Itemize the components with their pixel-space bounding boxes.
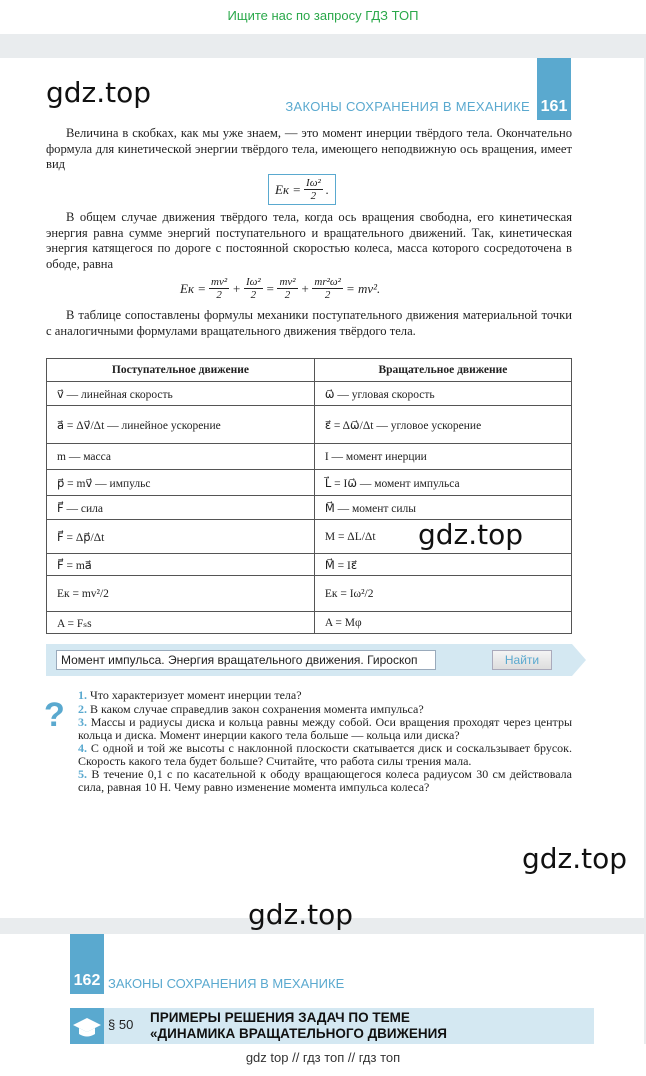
search-panel-arrow — [572, 644, 586, 676]
question-mark-icon: ? — [44, 696, 65, 734]
question-text: В течение 0,1 с по касательной к ободу вращающегося колеса радиусом 30 см действовала сила, равная 10 Н. Чему равно изменение момента импульса колеса? — [78, 767, 572, 794]
fraction-den: 2 — [250, 289, 257, 301]
paragraph-2: В общем случае движения твёрдого тела, когда ось вращения свободна, его кинетическая энергия равна сумме энергий поступательного и вращательного движений. Так, кинетическая энергия катящегося по дороге с постоянной скоростью колеса, масса которого сосредоточена в ободе, равна — [46, 210, 572, 271]
section-number: § 50 — [108, 1017, 134, 1032]
paragraph-1: Величина в скобках, как мы уже знаем, — это момент инерции твёрдого тела. Окончательно формула для кинетической энергии твёрдого тела, имеющего неподвижную ось вращения, имеет вид — [46, 126, 572, 171]
list-item — [78, 742, 572, 767]
table-header-row — [47, 359, 572, 382]
fraction-num: mv² — [279, 276, 296, 288]
table-header: Поступательное движение — [47, 359, 315, 382]
question-number: 4. — [78, 741, 87, 755]
formula-rolling-wheel — [180, 276, 380, 301]
formula-kinetic-energy-rotation — [268, 174, 336, 205]
formula-end: = mv². — [345, 280, 381, 296]
watermark: gdz.top — [248, 898, 354, 931]
equals-sign: = — [265, 280, 275, 296]
plus-sign: + — [300, 280, 310, 296]
section-title-line-2: «ДИНАМИКА ВРАЩАТЕЛЬНОГО ДВИЖЕНИЯ — [150, 1026, 447, 1041]
running-head: ЗАКОНЫ СОХРАНЕНИЯ В МЕХАНИКЕ — [285, 99, 530, 114]
table-cell: ε⃗ = Δω⃗/Δt — угловое ускорение — [314, 406, 571, 444]
table-cell: Eк = Iω²/2 — [314, 576, 571, 612]
page-number-tab — [537, 58, 571, 120]
graduation-cap-icon — [70, 1008, 104, 1044]
formula-lhs: Eк = — [180, 280, 207, 296]
watermark: gdz.top — [46, 76, 152, 109]
fraction-num: Iω² — [245, 276, 261, 288]
search-panel — [46, 644, 572, 676]
table-cell: M = ΔL/Δt — [314, 520, 571, 554]
formula-lhs: Eк = — [275, 181, 302, 197]
watermark: gdz.top — [418, 518, 524, 551]
table-cell: v⃗ — линейная скорость — [47, 382, 315, 406]
table-cell: I — момент инерции — [314, 444, 571, 470]
list-item — [78, 716, 572, 741]
running-head: ЗАКОНЫ СОХРАНЕНИЯ В МЕХАНИКЕ — [108, 976, 345, 991]
table-row — [47, 612, 572, 634]
table-row — [47, 496, 572, 520]
question-number: 2. — [78, 701, 87, 716]
plus-sign: + — [232, 280, 241, 296]
table-cell: M⃗ = Iε⃗ — [314, 554, 571, 576]
table-row — [47, 554, 572, 576]
table-header: Вращательное движение — [314, 359, 571, 382]
table-cell: A = Fₛs — [47, 612, 315, 634]
table-cell: m — масса — [47, 444, 315, 470]
table-cell: F⃗ = ma⃗ — [47, 554, 315, 576]
fraction — [277, 276, 297, 301]
table-cell: ω⃗ — угловая скорость — [314, 382, 571, 406]
question-text: С одной и той же высоты с наклонной плоскости скатывается диск и соскальзывает брусок. Скорость какого тела будет больше? Считайте, что работа силы трения мала. — [78, 741, 573, 768]
watermark: gdz.top — [522, 842, 628, 875]
fraction — [304, 177, 323, 202]
bottom-banner[interactable] — [0, 1044, 646, 1076]
fraction-den: 2 — [216, 289, 222, 301]
fraction-num: mr²ω² — [314, 276, 341, 288]
list-item — [78, 689, 572, 702]
section-title — [150, 1010, 447, 1042]
question-text: Массы и радиусы диска и кольца равны между собой. Оси вращения проходят через центры кольца и диска. Момент инерции какого тела больше — кольца или диска? — [78, 715, 573, 742]
table-cell: p⃗ = mv⃗ — импульс — [47, 470, 315, 496]
fraction — [312, 276, 343, 301]
questions-list — [78, 689, 572, 794]
page-162 — [0, 934, 644, 1044]
table-row — [47, 382, 572, 406]
table-cell: a⃗ = Δv⃗/Δt — линейное ускорение — [47, 406, 315, 444]
table-row — [47, 470, 572, 496]
comparison-table — [46, 358, 572, 634]
search-button[interactable]: Найти — [492, 650, 552, 670]
page-number: 161 — [540, 98, 568, 115]
page-161 — [0, 58, 644, 931]
formula-end: . — [325, 181, 330, 197]
question-number: 1. — [78, 688, 87, 702]
list-item — [78, 703, 572, 716]
page-number-tab — [70, 934, 104, 994]
question-number: 5. — [78, 767, 87, 781]
search-input[interactable] — [56, 650, 436, 670]
bottom-banner-text[interactable]: gdz top // гдз топ // гдз топ — [245, 1050, 401, 1065]
table-cell: A = Mφ — [314, 612, 571, 634]
list-item — [78, 768, 572, 793]
question-text: Что характеризует момент инерции тела? — [90, 688, 302, 702]
top-banner[interactable] — [0, 0, 646, 34]
table-row — [47, 576, 572, 612]
table-cell: F⃗ = Δp⃗/Δt — [47, 520, 315, 554]
fraction — [209, 276, 229, 301]
section-title-line-1: ПРИМЕРЫ РЕШЕНИЯ ЗАДАЧ ПО ТЕМЕ — [150, 1010, 410, 1025]
fraction-num: mv² — [211, 276, 228, 288]
paragraph-3: В таблице сопоставлены формулы механики поступательного движения материальной точки с аналогичными формулами вращательного движения твёрдого тела. — [46, 308, 572, 338]
table-row — [47, 444, 572, 470]
table-cell: F⃗ — сила — [47, 496, 315, 520]
section-heading — [70, 1008, 594, 1044]
fraction — [244, 276, 263, 301]
table-cell: Eк = mv²/2 — [47, 576, 315, 612]
fraction-num: Iω² — [306, 177, 321, 189]
table-row — [47, 406, 572, 444]
question-text: В каком случае справедлив закон сохранения момента импульса? — [90, 701, 424, 716]
table-cell: M⃗ — момент силы — [314, 496, 571, 520]
fraction-den: 2 — [310, 190, 317, 202]
question-number: 3. — [78, 715, 87, 729]
fraction-den: 2 — [284, 289, 291, 301]
table-cell: L⃗ = Iω⃗ — момент импульса — [314, 470, 571, 496]
page-number: 162 — [73, 972, 101, 989]
top-banner-text[interactable]: Ищите нас по запросу ГДЗ ТОП — [227, 8, 419, 23]
fraction-den: 2 — [324, 289, 331, 301]
